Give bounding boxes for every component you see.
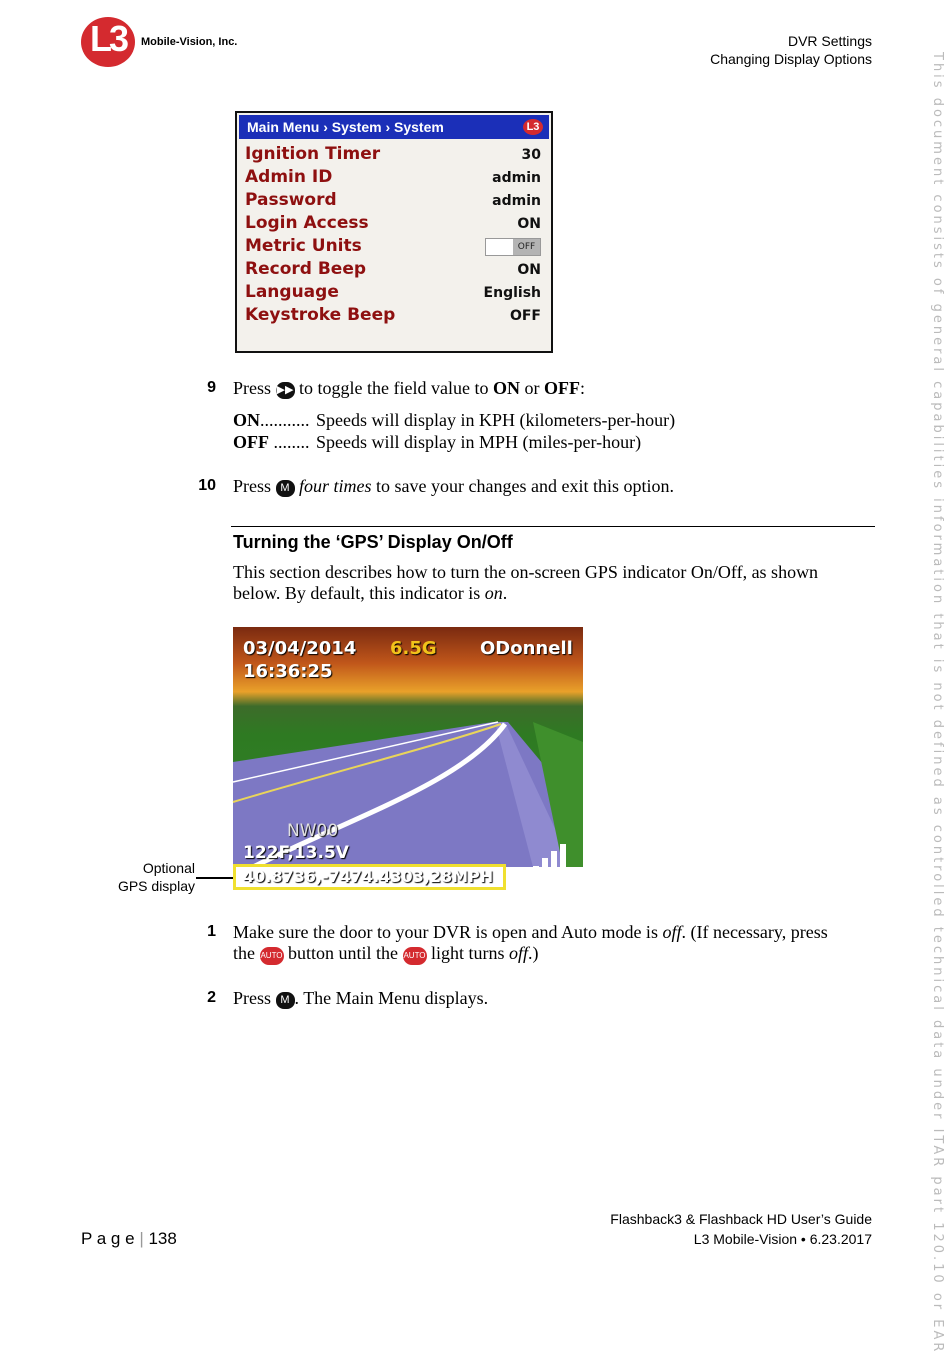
step-text: or: [519, 378, 544, 398]
menu-row-label: Admin ID: [245, 167, 333, 187]
menu-row-value: ON: [517, 216, 541, 232]
menu-row-value: English: [483, 285, 541, 301]
section-divider: [231, 526, 875, 527]
step-text: :: [579, 378, 585, 398]
step-text: to save your changes and exit this option.: [371, 476, 674, 496]
step-number: 1: [207, 923, 216, 940]
page-label: P a g e: [81, 1229, 135, 1248]
definition-text: Speeds will display in KPH (kilometers-per-hour): [316, 410, 676, 430]
menu-row-label: Record Beep: [245, 259, 367, 279]
header-section: DVR Settings: [787, 33, 872, 49]
step-text: . The Main Menu displays.: [294, 988, 489, 1008]
step-10-text: [233, 475, 674, 497]
step-text: .): [528, 943, 539, 963]
page-number: 138: [148, 1229, 177, 1248]
menu-row-label: Ignition Timer: [245, 144, 381, 164]
menu-button-icon: M: [276, 992, 295, 1009]
menu-button-icon: M: [276, 480, 295, 497]
callout-line-2: GPS display: [117, 878, 195, 894]
on-value: ON: [492, 378, 520, 398]
step-text: button until the: [283, 943, 403, 963]
emphasis-text: off: [509, 943, 529, 963]
footer-publisher: L3 Mobile-Vision • 6.23.2017: [693, 1231, 872, 1247]
leader-dots: ...........: [260, 410, 310, 430]
step-1-line-1: [233, 921, 828, 943]
camera-heading: NW00: [287, 821, 339, 841]
camera-storage: 6.5G: [390, 638, 437, 659]
page-number-footer: [81, 1229, 177, 1249]
step-number: 2: [207, 989, 216, 1006]
step-text: Make sure the door to your DVR is open and Auto mode is: [233, 922, 663, 942]
step-text: . (If necessary, press: [681, 922, 828, 942]
description-text: below. By default, this indicator is: [233, 583, 485, 603]
step-text: Press: [233, 476, 272, 496]
menu-row-value: ON: [517, 262, 541, 278]
step-text: the: [233, 943, 255, 963]
menu-row-label: Keystroke Beep: [245, 305, 396, 325]
header-subsection: Changing Display Options: [710, 51, 872, 67]
menu-row-language: [245, 282, 541, 305]
emphasis-text: on: [484, 583, 503, 603]
toggle-state: OFF: [513, 239, 540, 255]
menu-row-value: OFF: [509, 308, 541, 324]
definition-term: ON: [233, 410, 260, 430]
auto-light-icon: AUTO: [403, 947, 427, 965]
step-text: to toggle the field value to: [294, 378, 493, 398]
definition-on: [233, 409, 676, 431]
menu-breadcrumb-text: Main Menu › System › System: [247, 119, 444, 135]
gps-callout: [101, 859, 195, 895]
step-number: 10: [198, 477, 216, 494]
auto-button-icon: AUTO: [260, 947, 284, 965]
section-description-line-2: [233, 582, 507, 604]
section-title: Turning the ‘GPS’ Display On/Off: [233, 532, 513, 552]
logo-text: L3: [90, 18, 127, 59]
footer-guide-title: Flashback3 & Flashback HD User’s Guide: [610, 1211, 872, 1227]
step-text: Press: [233, 988, 272, 1008]
camera-temp-voltage: 122F,13.5V: [243, 843, 349, 863]
emphasis-text: off: [662, 922, 682, 942]
definition-term: OFF: [233, 432, 269, 452]
step-number: 9: [207, 379, 216, 396]
camera-gps-readout: 40.8736,-7474.4303,28MPH: [243, 867, 494, 886]
menu-row-admin-id: [245, 167, 541, 190]
menu-row-keystroke-beep: [245, 305, 541, 328]
step-text: light turns: [426, 943, 510, 963]
signal-strength-icon: [524, 844, 570, 884]
itar-watermark: This document consists of general capabilities information that is not defined as controlled technical data under ITAR part 120.10 or EAR: [930, 52, 945, 1354]
callout-line-1: Optional: [142, 860, 195, 876]
menu-row-login-access: [245, 213, 541, 236]
off-value: OFF: [543, 378, 580, 398]
company-name: Mobile-Vision, Inc.: [141, 36, 238, 48]
camera-officer: ODonnell: [480, 638, 573, 659]
menu-row-value: 30: [521, 147, 541, 163]
fast-forward-icon: ▶▶: [276, 382, 295, 399]
system-menu-screenshot: [235, 111, 553, 353]
section-description-line-1: This section describes how to turn the on-screen GPS indicator On/Off, as shown: [233, 562, 819, 582]
page-separator: |: [139, 1229, 144, 1248]
camera-view-screenshot: [233, 627, 583, 886]
step-text: Press: [233, 378, 272, 398]
gps-highlight-box: [233, 864, 506, 890]
menu-row-value: admin: [492, 170, 541, 186]
definition-text: Speeds will display in MPH (miles-per-hour): [316, 432, 642, 452]
menu-row-ignition-timer: [245, 144, 541, 167]
callout-leader-line: [196, 877, 233, 879]
camera-date: 03/04/2014: [243, 638, 357, 659]
step-2-text: [233, 987, 488, 1009]
menu-row-label: Login Access: [245, 213, 369, 233]
emphasis-text: four times: [299, 476, 372, 496]
metric-units-toggle: [485, 238, 541, 256]
menu-row-value: admin: [492, 193, 541, 209]
menu-row-label: Language: [245, 282, 339, 302]
menu-breadcrumb: [239, 115, 549, 139]
menu-row-metric-units: [245, 236, 541, 259]
l3-badge-icon: L3: [523, 119, 543, 135]
camera-time: 16:36:25: [243, 661, 333, 682]
menu-row-password: [245, 190, 541, 213]
menu-row-record-beep: [245, 259, 541, 282]
menu-row-label: Metric Units: [245, 236, 362, 256]
step-1-line-2: [233, 942, 539, 965]
definition-off: [233, 431, 642, 453]
step-9-text: [233, 377, 585, 399]
menu-row-label: Password: [245, 190, 337, 210]
description-text: .: [502, 583, 508, 603]
leader-dots: ........: [273, 432, 310, 452]
